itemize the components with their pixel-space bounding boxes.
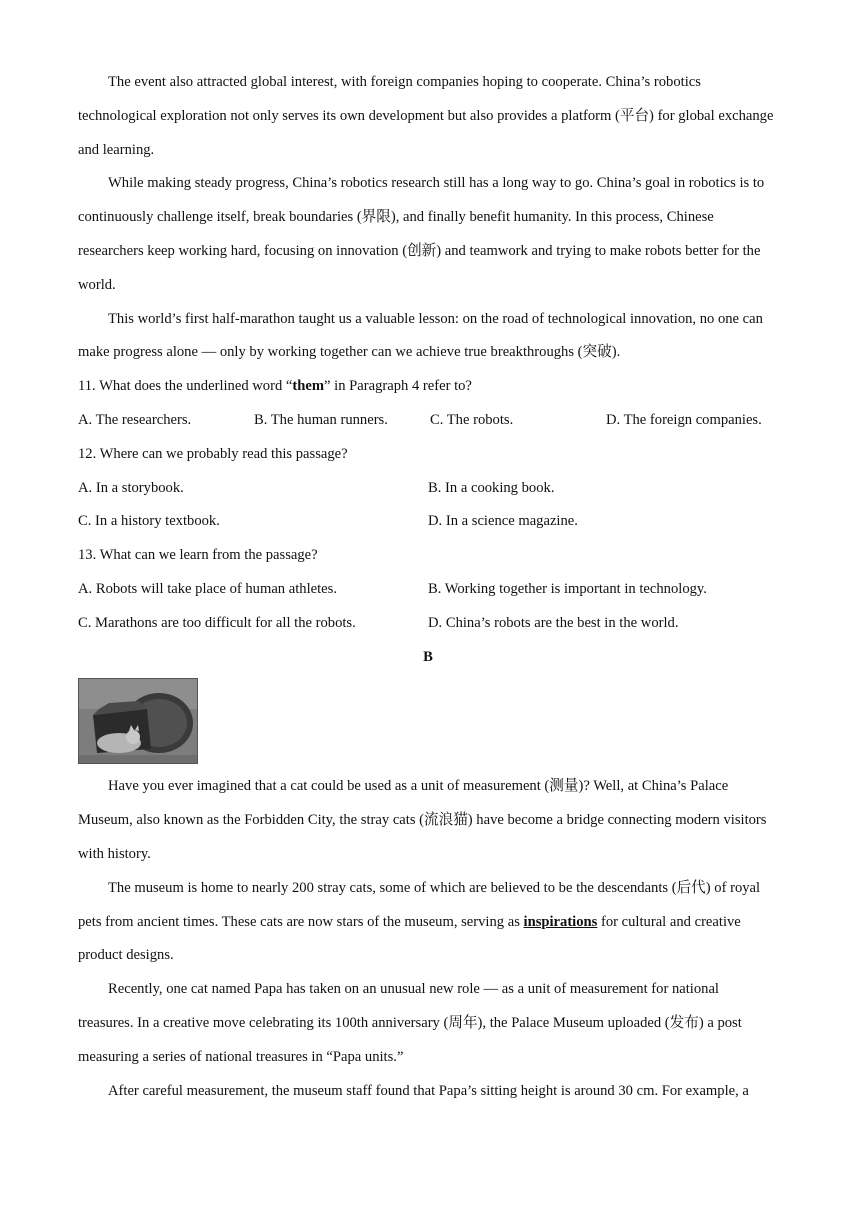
underlined-word-inspirations: inspirations <box>523 913 598 930</box>
paragraph-global-interest: The event also attracted global interest, with foreign companies hoping to cooperate. China’s robotics technological exploration not only serves its own development but also provides a platform (平台) for global exchange and learning. <box>78 74 774 158</box>
question-13-option-a[interactable]: A. Robots will take place of human athletes. <box>78 580 337 597</box>
question-12-options-row-2 <box>78 505 778 539</box>
question-13-options-row-2 <box>78 607 778 641</box>
question-11-keyword: them <box>292 378 325 395</box>
section-b-heading: B <box>423 648 433 665</box>
cat-photo-illustration <box>79 679 197 763</box>
question-13-option-c[interactable]: C. Marathons are too difficult for all the robots. <box>78 614 356 631</box>
question-13-stem: 13. What can we learn from the passage? <box>78 547 318 564</box>
paragraph-stray-cats-after: for cultural and creative product designs. <box>78 913 741 964</box>
paragraph-stray-cats <box>78 872 778 973</box>
question-11-options <box>78 404 778 438</box>
question-11-stem-suffix: ” in Paragraph 4 refer to? <box>324 378 472 395</box>
paragraph-steady-progress: While making steady progress, China’s robotics research still has a long way to go. China’s goal in robotics is to continuously challenge itself, break boundaries (界限), and finally benefit humanity. In this process, Chinese researchers keep working hard, focusing on innovation (创新) and teamwork and trying to make robots better for the world. <box>78 175 765 293</box>
question-12-option-a[interactable]: A. In a storybook. <box>78 479 184 496</box>
paragraph-stray-cats-before: The museum is home to nearly 200 stray cats, some of which are believed to be the descendants (后代) of royal pets from ancient times. These cats are now stars of the museum, serving as <box>78 879 761 930</box>
question-12-option-b[interactable]: B. In a cooking book. <box>428 479 555 496</box>
question-11-option-c[interactable]: C. The robots. <box>430 411 514 428</box>
question-11-option-b[interactable]: B. The human runners. <box>254 411 388 428</box>
palace-cat-photo <box>78 678 198 764</box>
paragraph-papa-height: After careful measurement, the museum staff found that Papa’s sitting height is around 30 cm. For example, a <box>108 1082 749 1099</box>
paragraph-valuable-lesson: This world’s first half-marathon taught us a valuable lesson: on the road of technological innovation, no one can make progress alone — only by working together can we achieve true breakthroughs (突破). <box>78 310 763 361</box>
question-12-stem: 12. Where can we probably read this passage? <box>78 445 348 462</box>
question-13-options-row-1 <box>78 573 778 607</box>
paragraph-papa-role: Recently, one cat named Papa has taken on an unusual new role — as a unit of measurement for national treasures. In a creative move celebrating its 100th anniversary (周年), the Palace Museum uploaded (发布) a post measuring a series of national treasures in “Papa units.” <box>78 981 742 1065</box>
question-13-option-d[interactable]: D. China’s robots are the best in the world. <box>428 614 679 631</box>
question-12-option-c[interactable]: C. In a history textbook. <box>78 513 220 530</box>
document-page <box>78 66 778 1108</box>
question-11-stem-prefix: 11. What does the underlined word “ <box>78 378 293 395</box>
question-12-option-d[interactable]: D. In a science magazine. <box>428 513 578 530</box>
question-11-option-d[interactable]: D. The foreign companies. <box>606 411 762 428</box>
question-11-option-a[interactable]: A. The researchers. <box>78 411 192 428</box>
question-11-stem <box>78 370 778 404</box>
paragraph-cat-measurement: Have you ever imagined that a cat could be used as a unit of measurement (测量)? Well, at China’s Palace Museum, also known as the Forbidden City, the stray cats (流浪猫) have become a bridge connecting modern visitors with history. <box>78 778 767 862</box>
question-12-options-row-1 <box>78 472 778 506</box>
question-13-option-b[interactable]: B. Working together is important in technology. <box>428 580 707 597</box>
